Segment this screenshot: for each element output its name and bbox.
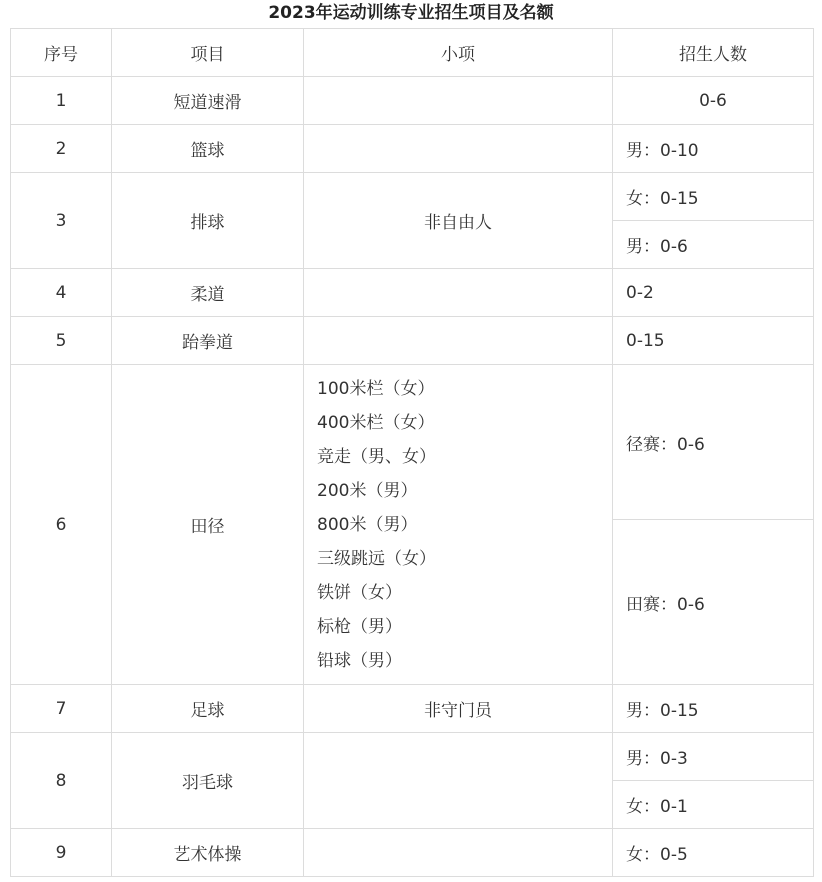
row-quota: 0-6: [613, 77, 814, 125]
table-row: [11, 733, 814, 781]
sub-item: 三级跳远（女）: [317, 548, 436, 569]
header-item: 项目: [112, 29, 304, 77]
row-no: 1: [11, 77, 112, 125]
sub-item: 400米栏（女）: [317, 412, 435, 433]
sub-item: 铁饼（女）: [317, 582, 402, 603]
table-row: [11, 317, 814, 365]
header-no: 序号: [11, 29, 112, 77]
row-sub: [304, 125, 613, 173]
page-title: 2023年运动训练专业招生项目及名额: [268, 3, 554, 23]
row-no: 7: [11, 685, 112, 733]
row-sub: [304, 269, 613, 317]
row-item: 艺术体操: [112, 829, 304, 877]
row-quota: 径赛：0-6: [613, 365, 814, 520]
table-row: [11, 173, 814, 221]
row-item: 短道速滑: [112, 77, 304, 125]
table-row: [11, 77, 814, 125]
row-quota: 男：0-10: [613, 125, 814, 173]
row-sub: [304, 317, 613, 365]
row-no: 5: [11, 317, 112, 365]
table-row: [11, 125, 814, 173]
row-no: 3: [11, 173, 112, 269]
row-item: 田径: [112, 365, 304, 685]
row-no: 8: [11, 733, 112, 829]
row-quota: 女：0-1: [613, 781, 814, 829]
row-sub: 非自由人: [304, 173, 613, 269]
row-item: 羽毛球: [112, 733, 304, 829]
table-header-row: [11, 29, 814, 77]
sub-item: 铅球（男）: [317, 650, 402, 671]
table-row: [11, 829, 814, 877]
row-sub: [304, 77, 613, 125]
enrollment-table: [10, 28, 814, 877]
header-quota: 招生人数: [613, 29, 814, 77]
row-quota: 0-2: [613, 269, 814, 317]
row-sub: [304, 733, 613, 829]
sub-item: 800米（男）: [317, 514, 418, 535]
row-sub-list: [304, 365, 613, 685]
row-item: 柔道: [112, 269, 304, 317]
row-item: 足球: [112, 685, 304, 733]
sub-item: 竞走（男、女）: [317, 446, 436, 467]
row-quota: 男：0-3: [613, 733, 814, 781]
row-no: 2: [11, 125, 112, 173]
row-quota: 男：0-6: [613, 221, 814, 269]
row-item: 篮球: [112, 125, 304, 173]
row-no: 6: [11, 365, 112, 685]
row-no: 4: [11, 269, 112, 317]
header-sub: 小项: [304, 29, 613, 77]
table-row: [11, 269, 814, 317]
row-sub: 非守门员: [304, 685, 613, 733]
row-item: 排球: [112, 173, 304, 269]
row-sub: [304, 829, 613, 877]
row-quota: 女：0-5: [613, 829, 814, 877]
sub-item: 100米栏（女）: [317, 378, 435, 399]
row-quota: 0-15: [613, 317, 814, 365]
sub-item: 标枪（男）: [317, 616, 402, 637]
row-quota: 田赛：0-6: [613, 520, 814, 685]
row-item: 跆拳道: [112, 317, 304, 365]
row-quota: 男：0-15: [613, 685, 814, 733]
table-row: [11, 365, 814, 520]
table-row: [11, 685, 814, 733]
sub-item: 200米（男）: [317, 480, 418, 501]
row-quota: 女：0-15: [613, 173, 814, 221]
row-no: 9: [11, 829, 112, 877]
